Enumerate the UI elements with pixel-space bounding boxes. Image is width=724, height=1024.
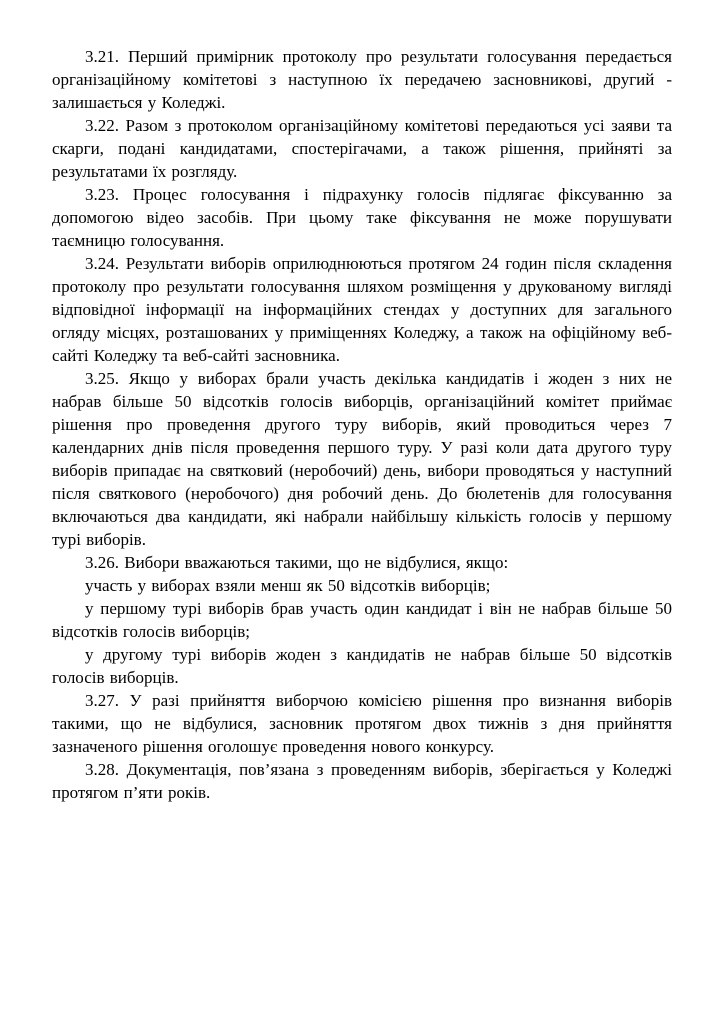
paragraph-3-26-item-2: у першому турі виборів брав участь один кандидат і він не набрав більше 50 відсотків голосів виборців;: [52, 599, 672, 641]
paragraph-3-26: 3.26. Вибори вважаються такими, що не відбулися, якщо:: [85, 553, 509, 572]
paragraph-3-27: 3.27. У разі прийняття виборчою комісією рішення про визнання виборів такими, що не відбулися, засновник протягом двох тижнів з дня прийняття зазначеного рішення оголошує проведення нового конкурсу.: [52, 691, 672, 756]
paragraph-3-28: 3.28. Документація, пов’язана з проведенням виборів, зберігається у Коледжі протягом п’яти років.: [52, 760, 672, 802]
document-text-block: [52, 45, 672, 804]
paragraph-3-22: 3.22. Разом з протоколом організаційному комітетові передаються усі заяви та скарги, подані кандидатами, спостерігачами, а також рішення, прийняті за результатами їх розгляду.: [52, 116, 672, 181]
paragraph-3-26-item-3: у другому турі виборів жоден з кандидатів не набрав більше 50 відсотків голосів виборців.: [52, 645, 672, 687]
paragraph-3-21: 3.21. Перший примірник протоколу про результати голосування передається організаційному комітетові з наступною їх передачею засновникові, другий - залишається у Коледжі.: [52, 47, 672, 112]
paragraph-3-25: 3.25. Якщо у виборах брали участь декілька кандидатів і жоден з них не набрав більше 50 відсотків голосів виборців, організаційний комітет приймає рішення про проведення другого туру виборів, який проводиться через 7 календарних днів після проведення першого туру. У разі коли дата другого туру виборів припадає на святковий (неробочий) день, вибори проводяться у наступний після святкового (неробочого) дня робочий день. До бюлетенів для голосування включаються два кандидати, які набрали найбільшу кількість голосів у першому турі виборів.: [52, 369, 672, 549]
paragraph-3-23: 3.23. Процес голосування і підрахунку голосів підлягає фіксуванню за допомогою відео засобів. При цьому таке фіксування не може порушувати таємницю голосування.: [52, 185, 672, 250]
paragraph-3-26-item-1: участь у виборах взяли менш як 50 відсотків виборців;: [85, 576, 491, 595]
paragraph-3-24: 3.24. Результати виборів оприлюднюються протягом 24 годин після складення протоколу про результати голосування шляхом розміщення у друкованому вигляді відповідної інформації на інформаційних стендах у доступних для загального огляду місцях, розташованих у приміщеннях Коледжу, а також на офіційному веб-сайті Коледжу та веб-сайті засновника.: [52, 254, 672, 365]
